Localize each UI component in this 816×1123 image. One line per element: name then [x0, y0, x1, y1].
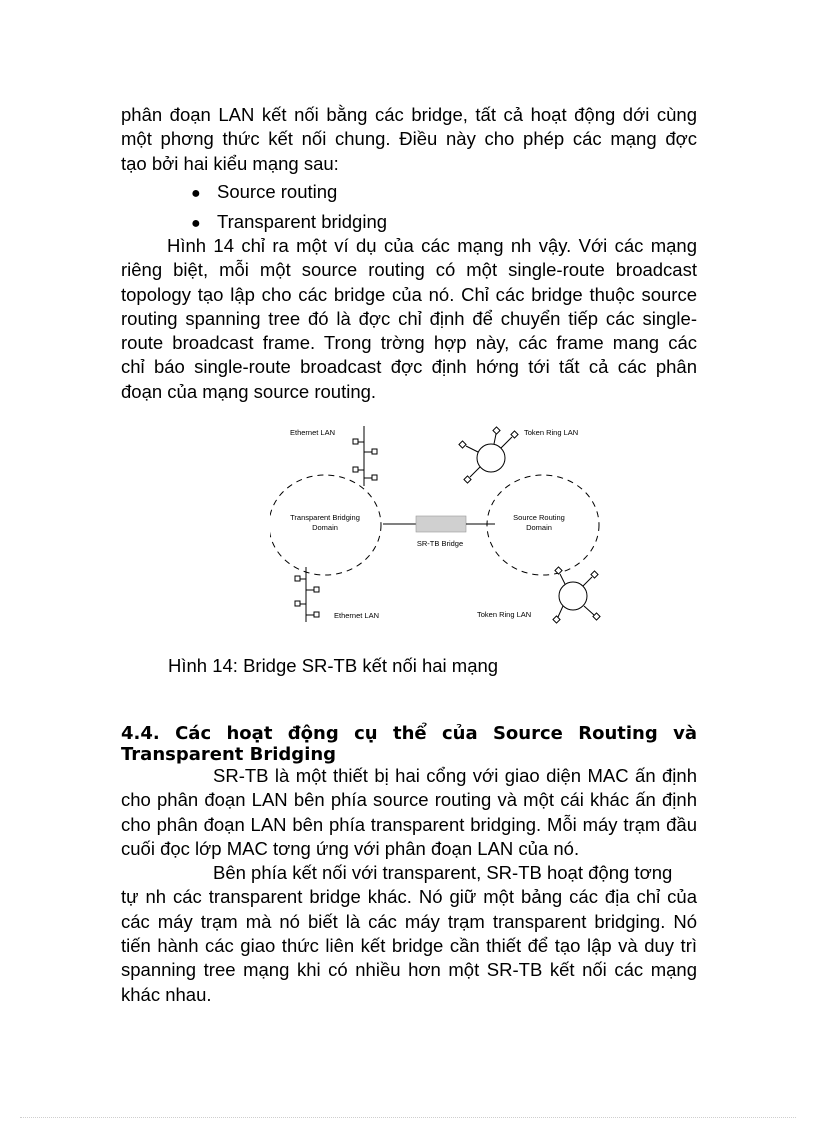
sr-domain-label-2: Domain [526, 523, 552, 532]
text-line: Hình 14 chỉ ra một ví dụ của các mạng nh vậy. Với các mạng [167, 235, 697, 256]
ethernet-lan-top [353, 426, 377, 486]
bullet-text: Source routing [217, 181, 338, 202]
figure-caption: Hình 14: Bridge SR-TB kết nối hai mạng [168, 655, 499, 676]
text-line: spanning tree mạng khi có nhiều hơn một SR-TB kết nối các mạng [121, 959, 697, 981]
ethernet-lan-bottom-label: Ethernet LAN [334, 611, 380, 620]
sr-tb-bridge-box [416, 516, 466, 532]
text-line: các máy trạm mà nó biết là các máy trạm transparent bridging. Nó [121, 910, 697, 932]
text-line: tự nh các transparent bridge khác. Nó giữ một bảng các địa chỉ của [121, 886, 697, 908]
token-ring-bottom [553, 567, 600, 623]
ethernet-lan-bottom [295, 567, 319, 622]
tb-domain-label-2: Domain [312, 523, 338, 532]
text-line: riêng biệt, mỗi một source routing có một single-route broadcast [121, 259, 697, 281]
text-line: một phơng thức kết nối chung. Điều này cho phép các mạng đợc [121, 128, 697, 150]
intro-paragraph [121, 103, 697, 176]
text-line: cuối đọc lớp MAC tơng ứng với phân đoạn LAN của nó. [121, 837, 580, 859]
list-item [191, 180, 387, 206]
token-ring-top-label: Token Ring LAN [524, 428, 579, 437]
text-line: topology tạo lập cho các bridge của nó. Chỉ các bridge thuộc source [121, 283, 697, 305]
text-line: Bên phía kết nối với transparent, SR-TB hoạt động tơng [213, 862, 673, 884]
text-line: phân đoạn LAN kết nối bằng các bridge, tất cả hoạt động dới cùng [121, 104, 697, 125]
tb-domain-label-1: Transparent Bridging [290, 513, 360, 522]
token-ring-top [459, 427, 518, 483]
paragraph-1 [121, 234, 697, 404]
bullet-text: Transparent bridging [217, 211, 388, 232]
text-line: SR-TB là một thiết bị hai cổng với giao diện MAC ấn định [213, 765, 697, 786]
section-heading [121, 723, 697, 765]
text-line: tạo bởi hai kiểu mạng sau: [121, 152, 339, 174]
sr-domain-label-1: Source Routing [513, 513, 565, 522]
bullet-icon: ● [191, 215, 201, 232]
bridge-label: SR-TB Bridge [416, 539, 464, 548]
bullet-icon: ● [191, 185, 201, 202]
token-ring-bottom-label: Token Ring LAN [477, 610, 532, 619]
heading-line: Transparent Bridging [121, 744, 337, 765]
list-item [191, 210, 387, 236]
text-line: khác nhau. [121, 983, 212, 1005]
text-line: đoạn của mạng source routing. [121, 380, 377, 402]
text-line: tiến hành các giao thức liên kết bridge cần thiết để tạo lập và duy trì [121, 935, 697, 957]
text-line: cho phân đoạn LAN bên phía transparent bridging. Mỗi máy trạm đầu [121, 813, 697, 835]
heading-line: 4.4. Các hoạt động cụ thể của Source Routing và [121, 723, 697, 744]
network-diagram [270, 422, 610, 632]
bullet-list [191, 180, 387, 240]
text-line: chỉ báo single-route broadcast đợc định hớng tới tất cả các phân [121, 356, 697, 378]
ethernet-lan-top-label: Ethernet LAN [290, 428, 336, 437]
text-line: route broadcast frame. Trong trờng hợp này, các frame mang các [121, 332, 697, 354]
page-bottom-divider [20, 1117, 796, 1118]
paragraph-2 [121, 764, 697, 1007]
text-line: routing spanning tree đó là đợc chỉ định để chuyển tiếp các single- [121, 307, 697, 329]
text-line: cho phân đoạn LAN bên phía source routing và một cái khác ấn định [121, 789, 697, 811]
